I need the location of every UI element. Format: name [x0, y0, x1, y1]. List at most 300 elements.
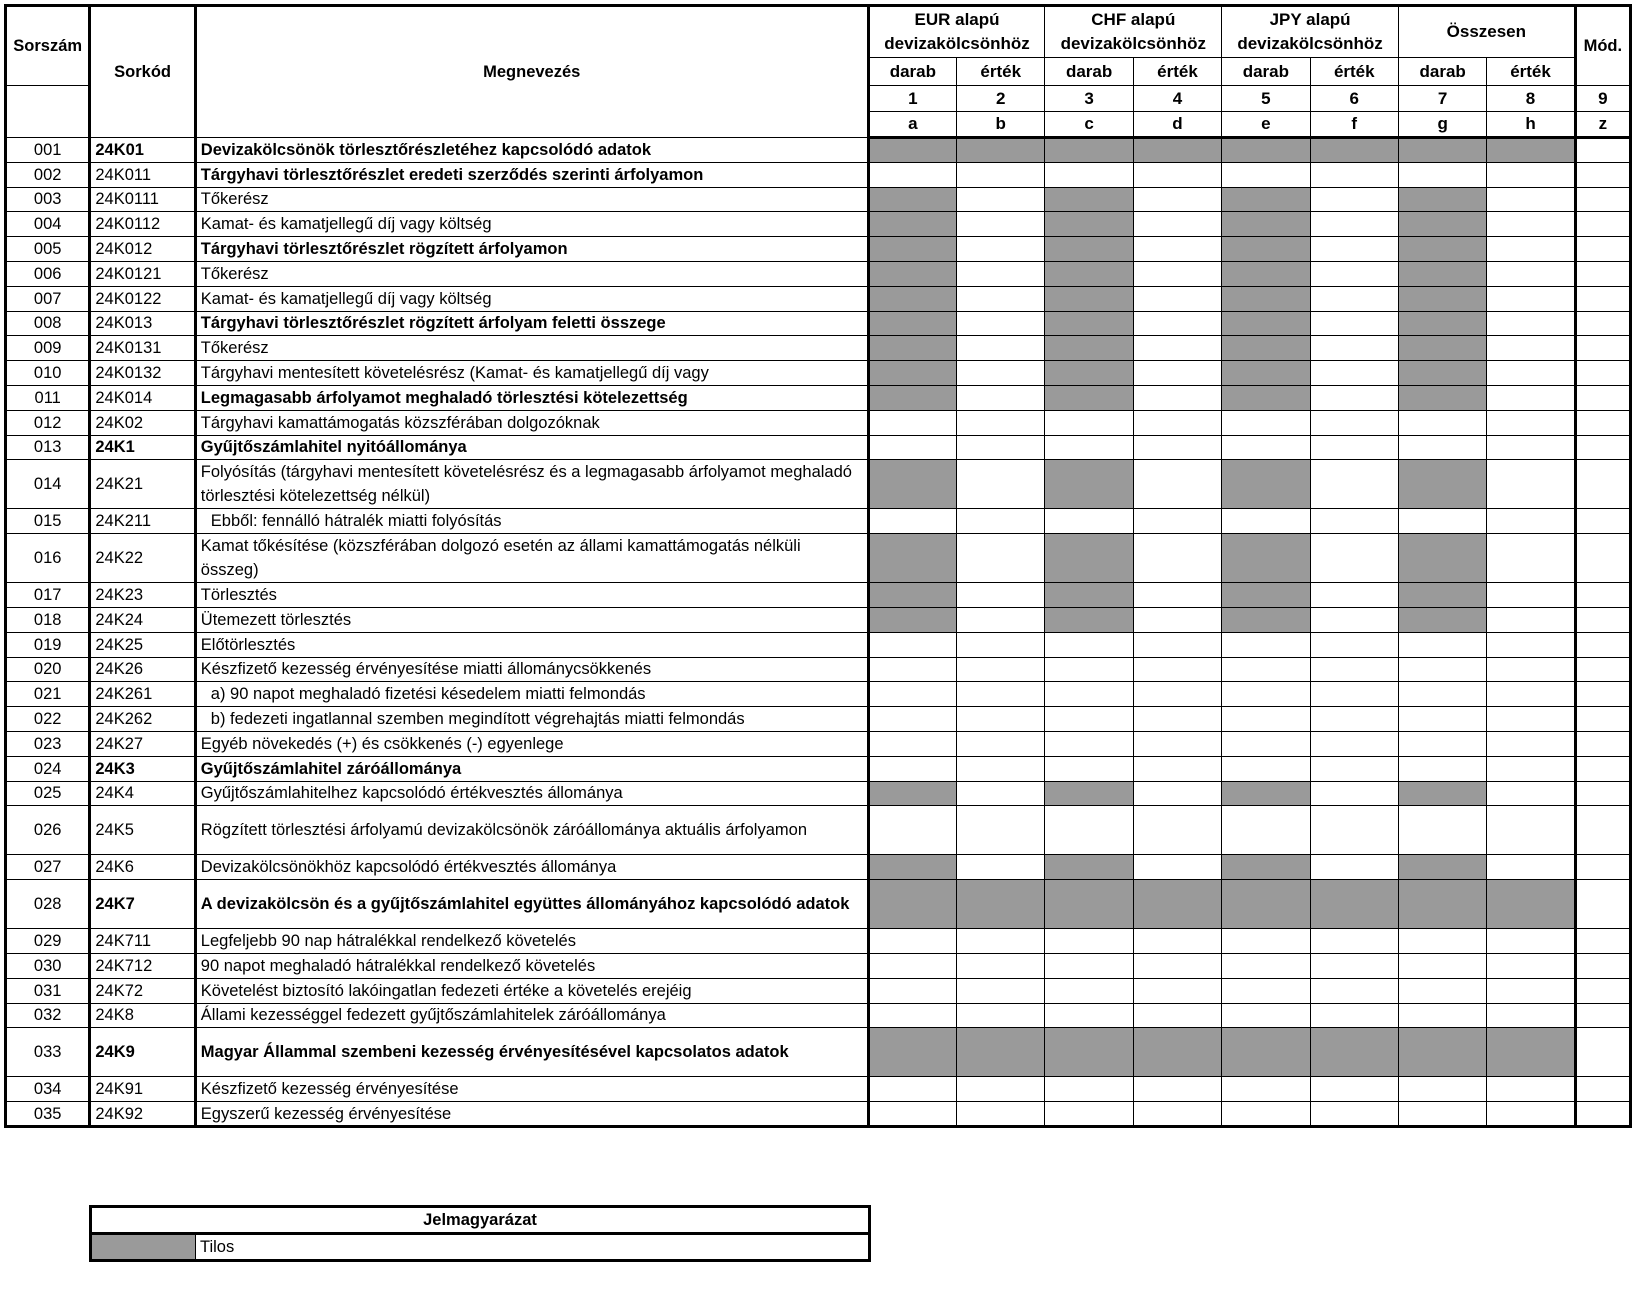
input-cell[interactable] — [957, 212, 1045, 237]
input-cell[interactable] — [868, 509, 956, 534]
input-cell[interactable] — [1133, 1003, 1221, 1028]
row-code: 24K91 — [90, 1077, 195, 1102]
input-cell[interactable] — [957, 460, 1045, 509]
input-cell[interactable] — [1310, 806, 1398, 855]
input-cell[interactable] — [1222, 162, 1310, 187]
input-cell[interactable] — [1575, 953, 1630, 978]
input-cell[interactable] — [1487, 534, 1575, 583]
input-cell[interactable] — [1310, 509, 1398, 534]
input-cell[interactable] — [1133, 607, 1221, 632]
input-cell[interactable] — [1310, 855, 1398, 880]
input-cell[interactable] — [1133, 781, 1221, 806]
input-cell[interactable] — [957, 1102, 1045, 1127]
input-cell[interactable] — [1575, 1028, 1630, 1077]
input-cell[interactable] — [1310, 707, 1398, 732]
row-code: 24K01 — [90, 138, 195, 163]
disabled-cell — [1222, 855, 1310, 880]
header-group-chf — [1045, 6, 1222, 58]
row-code: 24K012 — [90, 237, 195, 262]
input-cell[interactable] — [957, 1077, 1045, 1102]
input-cell[interactable] — [1045, 731, 1133, 756]
input-cell[interactable] — [1575, 806, 1630, 855]
input-cell[interactable] — [1310, 212, 1398, 237]
input-cell[interactable] — [1487, 1003, 1575, 1028]
input-cell[interactable] — [1310, 336, 1398, 361]
row-name: Rögzített törlesztési árfolyamú devizakölcsönök záróállománya aktuális árfolyamon — [195, 806, 868, 855]
row-number: 030 — [6, 953, 90, 978]
disabled-cell — [1045, 138, 1133, 163]
input-cell[interactable] — [1575, 237, 1630, 262]
input-cell[interactable] — [1575, 978, 1630, 1003]
input-cell[interactable] — [1045, 929, 1133, 954]
header-sorszam-blank — [6, 86, 90, 138]
input-cell[interactable] — [868, 929, 956, 954]
table-row — [6, 162, 1631, 187]
row-name: Gyűjtőszámlahitel záróállománya — [195, 756, 868, 781]
input-cell[interactable] — [1222, 731, 1310, 756]
input-cell[interactable] — [1222, 1077, 1310, 1102]
input-cell[interactable] — [1133, 534, 1221, 583]
input-cell[interactable] — [1310, 583, 1398, 608]
table-row — [6, 460, 1631, 509]
input-cell[interactable] — [1575, 162, 1630, 187]
input-cell[interactable] — [1133, 632, 1221, 657]
input-cell[interactable] — [1575, 929, 1630, 954]
input-cell[interactable] — [1398, 1003, 1486, 1028]
row-number: 012 — [6, 410, 90, 435]
row-code: 24K0122 — [90, 286, 195, 311]
row-code: 24K261 — [90, 682, 195, 707]
input-cell[interactable] — [1487, 953, 1575, 978]
input-cell[interactable] — [1222, 657, 1310, 682]
input-cell[interactable] — [1487, 682, 1575, 707]
input-cell[interactable] — [1398, 978, 1486, 1003]
header-group-chf-line2: devizakölcsönhöz — [1060, 34, 1207, 53]
input-cell[interactable] — [1487, 162, 1575, 187]
input-cell[interactable] — [1575, 286, 1630, 311]
input-cell[interactable] — [1487, 509, 1575, 534]
input-cell[interactable] — [1487, 212, 1575, 237]
input-cell[interactable] — [1575, 855, 1630, 880]
input-cell[interactable] — [1310, 361, 1398, 386]
input-cell[interactable] — [1487, 978, 1575, 1003]
input-cell[interactable] — [868, 632, 956, 657]
input-cell[interactable] — [1310, 1102, 1398, 1127]
input-cell[interactable] — [1575, 534, 1630, 583]
input-cell[interactable] — [1575, 657, 1630, 682]
input-cell[interactable] — [957, 385, 1045, 410]
row-name: Kamat- és kamatjellegű díj vagy költség — [195, 286, 868, 311]
input-cell[interactable] — [1575, 707, 1630, 732]
input-cell[interactable] — [1487, 707, 1575, 732]
input-cell[interactable] — [957, 410, 1045, 435]
input-cell[interactable] — [1222, 953, 1310, 978]
input-cell[interactable] — [1575, 138, 1630, 163]
input-cell[interactable] — [1222, 410, 1310, 435]
input-cell[interactable] — [1222, 632, 1310, 657]
input-cell[interactable] — [1310, 682, 1398, 707]
input-cell[interactable] — [1133, 237, 1221, 262]
input-cell[interactable] — [957, 707, 1045, 732]
input-cell[interactable] — [1133, 435, 1221, 460]
input-cell[interactable] — [1487, 929, 1575, 954]
input-cell[interactable] — [957, 756, 1045, 781]
input-cell[interactable] — [1398, 1102, 1486, 1127]
input-cell[interactable] — [1133, 657, 1221, 682]
input-cell[interactable] — [1222, 435, 1310, 460]
input-cell[interactable] — [1310, 534, 1398, 583]
input-cell[interactable] — [1045, 978, 1133, 1003]
input-cell[interactable] — [1398, 806, 1486, 855]
disabled-cell — [1045, 361, 1133, 386]
row-name: Tárgyhavi kamattámogatás közszférában dolgozóknak — [195, 410, 868, 435]
input-cell[interactable] — [1133, 731, 1221, 756]
input-cell[interactable] — [1310, 311, 1398, 336]
input-cell[interactable] — [1045, 509, 1133, 534]
input-cell[interactable] — [1310, 978, 1398, 1003]
input-cell[interactable] — [1310, 607, 1398, 632]
input-cell[interactable] — [1133, 311, 1221, 336]
input-cell[interactable] — [957, 435, 1045, 460]
input-cell[interactable] — [1310, 162, 1398, 187]
row-code: 24K013 — [90, 311, 195, 336]
disabled-cell — [1487, 1028, 1575, 1077]
input-cell[interactable] — [1045, 1003, 1133, 1028]
input-cell[interactable] — [1133, 929, 1221, 954]
input-cell[interactable] — [1487, 435, 1575, 460]
disabled-cell — [1222, 212, 1310, 237]
input-cell[interactable] — [868, 756, 956, 781]
input-cell[interactable] — [1133, 261, 1221, 286]
input-cell[interactable] — [1487, 583, 1575, 608]
input-cell[interactable] — [1222, 978, 1310, 1003]
input-cell[interactable] — [1575, 731, 1630, 756]
table-row — [6, 607, 1631, 632]
input-cell[interactable] — [1310, 632, 1398, 657]
input-cell[interactable] — [957, 583, 1045, 608]
input-cell[interactable] — [1575, 1003, 1630, 1028]
row-name: Gyűjtőszámlahitelhez kapcsolódó értékvesztés állománya — [195, 781, 868, 806]
input-cell[interactable] — [1310, 460, 1398, 509]
table-row — [6, 385, 1631, 410]
input-cell[interactable] — [1575, 632, 1630, 657]
input-cell[interactable] — [957, 311, 1045, 336]
input-cell[interactable] — [1045, 435, 1133, 460]
input-cell[interactable] — [1045, 1077, 1133, 1102]
disabled-cell — [1487, 880, 1575, 929]
disabled-cell — [1398, 460, 1486, 509]
input-cell[interactable] — [1487, 781, 1575, 806]
header-group-eur-line2: devizakölcsönhöz — [884, 34, 1030, 53]
input-cell[interactable] — [1575, 1102, 1630, 1127]
disabled-cell — [868, 1028, 956, 1077]
input-cell[interactable] — [957, 187, 1045, 212]
disabled-cell — [868, 286, 956, 311]
row-code: 24K0112 — [90, 212, 195, 237]
table-row — [6, 509, 1631, 534]
input-cell[interactable] — [868, 162, 956, 187]
row-number: 005 — [6, 237, 90, 262]
input-cell[interactable] — [1310, 237, 1398, 262]
table-row — [6, 237, 1631, 262]
input-cell[interactable] — [957, 953, 1045, 978]
input-cell[interactable] — [1398, 953, 1486, 978]
input-cell[interactable] — [957, 607, 1045, 632]
input-cell[interactable] — [1575, 607, 1630, 632]
input-cell[interactable] — [1575, 435, 1630, 460]
column-letter: e — [1222, 112, 1310, 138]
disabled-cell — [1222, 361, 1310, 386]
disabled-cell — [1045, 781, 1133, 806]
input-cell[interactable] — [1398, 731, 1486, 756]
column-letter: a — [868, 112, 956, 138]
input-cell[interactable] — [957, 237, 1045, 262]
input-cell[interactable] — [1487, 336, 1575, 361]
row-name: Devizakölcsönökhöz kapcsolódó értékvesztés állománya — [195, 855, 868, 880]
input-cell[interactable] — [1133, 509, 1221, 534]
input-cell[interactable] — [1222, 929, 1310, 954]
input-cell[interactable] — [1045, 953, 1133, 978]
input-cell[interactable] — [1133, 953, 1221, 978]
column-letter: d — [1133, 112, 1221, 138]
disabled-cell — [1398, 212, 1486, 237]
input-cell[interactable] — [868, 1077, 956, 1102]
input-cell[interactable] — [1310, 1003, 1398, 1028]
input-cell[interactable] — [1487, 187, 1575, 212]
input-cell[interactable] — [1222, 682, 1310, 707]
input-cell[interactable] — [1133, 460, 1221, 509]
table-body — [6, 138, 1631, 1127]
input-cell[interactable] — [1133, 1077, 1221, 1102]
table-row — [6, 682, 1631, 707]
input-cell[interactable] — [957, 286, 1045, 311]
input-cell[interactable] — [1487, 806, 1575, 855]
input-cell[interactable] — [1310, 657, 1398, 682]
input-cell[interactable] — [1487, 361, 1575, 386]
input-cell[interactable] — [1133, 806, 1221, 855]
input-cell[interactable] — [957, 855, 1045, 880]
input-cell[interactable] — [1398, 707, 1486, 732]
input-cell[interactable] — [868, 682, 956, 707]
row-code: 24K0132 — [90, 361, 195, 386]
input-cell[interactable] — [1045, 162, 1133, 187]
input-cell[interactable] — [1310, 261, 1398, 286]
input-cell[interactable] — [1310, 731, 1398, 756]
input-cell[interactable] — [957, 731, 1045, 756]
row-code: 24K014 — [90, 385, 195, 410]
input-cell[interactable] — [1487, 657, 1575, 682]
input-cell[interactable] — [1133, 855, 1221, 880]
input-cell[interactable] — [1575, 187, 1630, 212]
input-cell[interactable] — [1222, 1003, 1310, 1028]
input-cell[interactable] — [868, 731, 956, 756]
input-cell[interactable] — [1487, 756, 1575, 781]
row-number: 024 — [6, 756, 90, 781]
input-cell[interactable] — [957, 806, 1045, 855]
input-cell[interactable] — [957, 534, 1045, 583]
input-cell[interactable] — [1222, 707, 1310, 732]
input-cell[interactable] — [1575, 880, 1630, 929]
input-cell[interactable] — [868, 978, 956, 1003]
input-cell[interactable] — [1045, 632, 1133, 657]
input-cell[interactable] — [1045, 410, 1133, 435]
input-cell[interactable] — [957, 509, 1045, 534]
disabled-cell — [1222, 880, 1310, 929]
input-cell[interactable] — [957, 162, 1045, 187]
input-cell[interactable] — [957, 657, 1045, 682]
input-cell[interactable] — [1310, 435, 1398, 460]
row-name: Gyűjtőszámlahitel nyitóállománya — [195, 435, 868, 460]
input-cell[interactable] — [868, 707, 956, 732]
input-cell[interactable] — [1398, 1077, 1486, 1102]
input-cell[interactable] — [1310, 953, 1398, 978]
input-cell[interactable] — [957, 929, 1045, 954]
input-cell[interactable] — [1310, 781, 1398, 806]
input-cell[interactable] — [1133, 410, 1221, 435]
input-cell[interactable] — [1487, 286, 1575, 311]
disabled-cell — [1398, 311, 1486, 336]
input-cell[interactable] — [1222, 806, 1310, 855]
input-cell[interactable] — [1045, 657, 1133, 682]
input-cell[interactable] — [868, 1003, 956, 1028]
input-cell[interactable] — [1575, 385, 1630, 410]
input-cell[interactable] — [1133, 682, 1221, 707]
input-cell[interactable] — [1398, 162, 1486, 187]
input-cell[interactable] — [1487, 311, 1575, 336]
input-cell[interactable] — [1487, 410, 1575, 435]
input-cell[interactable] — [1310, 929, 1398, 954]
input-cell[interactable] — [957, 261, 1045, 286]
disabled-cell — [868, 460, 956, 509]
input-cell[interactable] — [1575, 212, 1630, 237]
input-cell[interactable] — [1575, 410, 1630, 435]
input-cell[interactable] — [957, 1003, 1045, 1028]
input-cell[interactable] — [1487, 261, 1575, 286]
input-cell[interactable] — [1133, 286, 1221, 311]
input-cell[interactable] — [1487, 607, 1575, 632]
input-cell[interactable] — [1133, 212, 1221, 237]
column-number: 1 — [868, 86, 956, 112]
disabled-cell — [1045, 311, 1133, 336]
input-cell[interactable] — [1487, 855, 1575, 880]
input-cell[interactable] — [1575, 261, 1630, 286]
row-name: Kamat tőkésítése (közszférában dolgozó esetén az állami kamattámogatás nélküli összeg) — [195, 534, 868, 583]
input-cell[interactable] — [957, 781, 1045, 806]
input-cell[interactable] — [1398, 756, 1486, 781]
table-row — [6, 880, 1631, 929]
input-cell[interactable] — [1487, 385, 1575, 410]
input-cell[interactable] — [868, 1102, 956, 1127]
input-cell[interactable] — [1133, 162, 1221, 187]
row-name: Tárgyhavi mentesített követelésrész (Kamat- és kamatjellegű díj vagy — [195, 361, 868, 386]
input-cell[interactable] — [1398, 682, 1486, 707]
input-cell[interactable] — [868, 806, 956, 855]
header-group-jpy-line2: devizakölcsönhöz — [1237, 34, 1383, 53]
input-cell[interactable] — [1575, 682, 1630, 707]
column-number: 4 — [1133, 86, 1221, 112]
disabled-cell — [1398, 607, 1486, 632]
input-cell[interactable] — [957, 632, 1045, 657]
input-cell[interactable] — [1222, 509, 1310, 534]
input-cell[interactable] — [1310, 187, 1398, 212]
input-cell[interactable] — [957, 682, 1045, 707]
input-cell[interactable] — [1575, 361, 1630, 386]
disabled-cell — [1398, 855, 1486, 880]
input-cell[interactable] — [1133, 978, 1221, 1003]
disabled-cell — [1310, 880, 1398, 929]
row-name: Ütemezett törlesztés — [195, 607, 868, 632]
input-cell[interactable] — [868, 657, 956, 682]
input-cell[interactable] — [957, 978, 1045, 1003]
input-cell[interactable] — [1045, 1102, 1133, 1127]
input-cell[interactable] — [1310, 286, 1398, 311]
input-cell[interactable] — [1133, 1102, 1221, 1127]
input-cell[interactable] — [1133, 385, 1221, 410]
input-cell[interactable] — [1575, 756, 1630, 781]
input-cell[interactable] — [1398, 657, 1486, 682]
input-cell[interactable] — [1310, 410, 1398, 435]
input-cell[interactable] — [1045, 806, 1133, 855]
row-code: 24K6 — [90, 855, 195, 880]
legend-swatch — [91, 1234, 196, 1261]
input-cell[interactable] — [1222, 1102, 1310, 1127]
input-cell[interactable] — [1398, 632, 1486, 657]
input-cell[interactable] — [1133, 707, 1221, 732]
input-cell[interactable] — [868, 953, 956, 978]
input-cell[interactable] — [1487, 731, 1575, 756]
input-cell[interactable] — [1575, 1077, 1630, 1102]
input-cell[interactable] — [1045, 707, 1133, 732]
input-cell[interactable] — [868, 410, 956, 435]
input-cell[interactable] — [1222, 756, 1310, 781]
row-code: 24K712 — [90, 953, 195, 978]
input-cell[interactable] — [1487, 1102, 1575, 1127]
input-cell[interactable] — [1310, 1077, 1398, 1102]
input-cell[interactable] — [1575, 460, 1630, 509]
input-cell[interactable] — [1487, 1077, 1575, 1102]
input-cell[interactable] — [1487, 460, 1575, 509]
input-cell[interactable] — [1487, 632, 1575, 657]
input-cell[interactable] — [1575, 509, 1630, 534]
input-cell[interactable] — [1133, 361, 1221, 386]
input-cell[interactable] — [1045, 682, 1133, 707]
input-cell[interactable] — [1575, 583, 1630, 608]
input-cell[interactable] — [1045, 756, 1133, 781]
input-cell[interactable] — [1398, 410, 1486, 435]
input-cell[interactable] — [1133, 336, 1221, 361]
input-cell[interactable] — [1310, 385, 1398, 410]
disabled-cell — [1133, 138, 1221, 163]
input-cell[interactable] — [1133, 187, 1221, 212]
input-cell[interactable] — [868, 435, 956, 460]
input-cell[interactable] — [1487, 237, 1575, 262]
input-cell[interactable] — [1398, 929, 1486, 954]
input-cell[interactable] — [1398, 435, 1486, 460]
disabled-cell — [1222, 534, 1310, 583]
input-cell[interactable] — [1133, 583, 1221, 608]
input-cell[interactable] — [1133, 756, 1221, 781]
input-cell[interactable] — [1575, 336, 1630, 361]
input-cell[interactable] — [1398, 509, 1486, 534]
input-cell[interactable] — [1575, 311, 1630, 336]
input-cell[interactable] — [1310, 756, 1398, 781]
row-code: 24K0131 — [90, 336, 195, 361]
table-row — [6, 286, 1631, 311]
input-cell[interactable] — [957, 361, 1045, 386]
column-letter: c — [1045, 112, 1133, 138]
input-cell[interactable] — [957, 336, 1045, 361]
input-cell[interactable] — [1575, 781, 1630, 806]
